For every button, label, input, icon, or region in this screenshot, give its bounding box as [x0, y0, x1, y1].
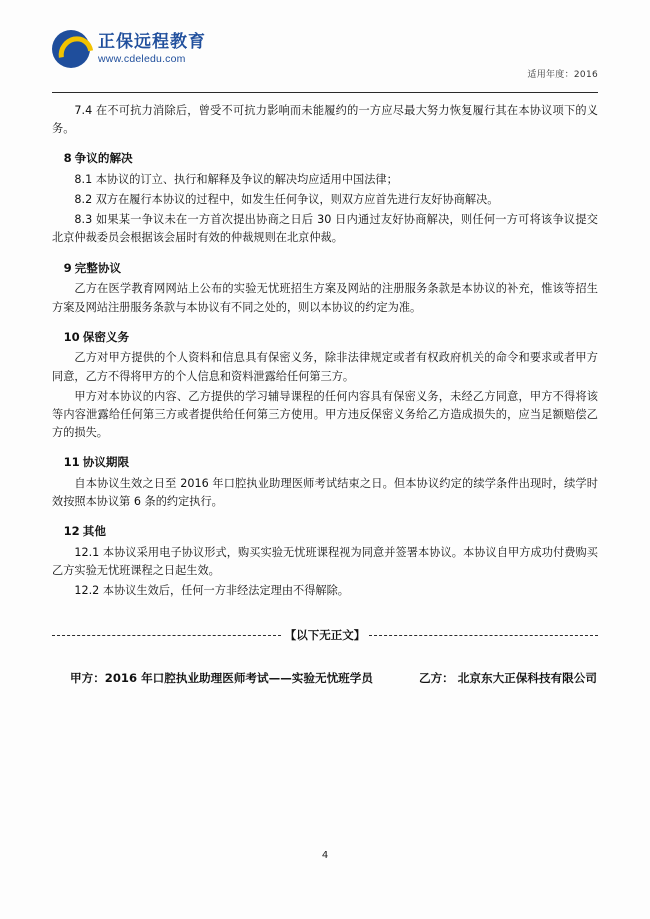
clause-10-body-2: 甲方对本协议的内容、乙方提供的学习辅导课程的任何内容具有保密义务，未经乙方同意，甲方不得将该等内容泄露给任何第三方或者提供给任何第三方使用。甲方违反保密义务给乙方造成损失的，应当足额赔偿乙方的损失。 [52, 389, 598, 440]
page-header [52, 0, 598, 86]
party-a-label: 甲方：2016 年口腔执业助理医师考试——实验无忧班学员 [70, 671, 373, 686]
divider-label: 【以下无正文】 [284, 628, 366, 643]
logo-title: 正保远程教育 [98, 31, 206, 52]
clause-11-body: 自本协议生效之日至 2016 年口腔执业助理医师考试结束之日。但本协议约定的续学条件出现时，续学时效按照本协议第 6 条的约定执行。 [52, 476, 598, 509]
section-number-9: 9 [63, 260, 72, 275]
clause-9-body: 乙方在医学教育网网站上公布的实验无忧班招生方案及网站的注册服务条款是本协议的补充，惟该等招生方案及网站注册服务条款与本协议有不同之处的，则以本协议的约定为准。 [52, 282, 598, 314]
clause-10-body-1: 乙方对甲方提供的个人资料和信息具有保密义务，除非法律规定或者有权政府机关的命令和要求或者甲方同意，乙方不得将甲方的个人信息和资料泄露给任何第三方。 [52, 351, 598, 383]
section-title-11: 协议期限 [82, 455, 130, 470]
divider-line-right [369, 635, 598, 636]
clause-12-2: 12.2 本协议生效后，任何一方非经法定理由不得解除。 [74, 584, 349, 598]
clause-8-3: 8.3 如果某一争议未在一方首次提出协商之日后 30 日内通过友好协商解决，则任何一方可将该争议提交北京仲裁委员会根据该会届时有效的仲裁规则在北京仲裁。 [52, 213, 598, 245]
section-number-11: 11 [63, 455, 80, 470]
brand-logo [52, 30, 598, 68]
clause-12-1: 12.1 本协议采用电子协议形式，购买实验无忧班课程视为同意并签署本协议。本协议自甲方成功付费购买乙方实验无忧班课程之日起生效。 [52, 546, 598, 578]
divider-line-left [52, 635, 281, 636]
section-heading-12 [52, 522, 598, 541]
logo-icon [52, 30, 90, 68]
no-text-below-divider [52, 626, 598, 645]
clause-7-4: 7.4 在不可抗力消除后，曾受不可抗力影响而未能履约的一方应尽最大努力恢复履行其在本协议项下的义务。 [52, 104, 598, 136]
section-number-12: 12 [63, 524, 80, 539]
document-body [52, 93, 598, 688]
section-title-10: 保密义务 [82, 329, 130, 344]
logo-url: www.cdeledu.com [98, 52, 186, 65]
signature-row [52, 669, 598, 688]
clause-8-1: 8.1 本协议的订立、执行和解释及争议的解决均应适用中国法律； [74, 173, 398, 187]
applicable-year: 适用年度：2016 [527, 70, 598, 80]
section-heading-8 [52, 149, 598, 168]
section-heading-9 [52, 259, 598, 278]
party-b-label: 乙方： 北京东大正保科技有限公司 [418, 671, 597, 686]
section-number-10: 10 [63, 329, 80, 344]
section-title-12: 其他 [82, 524, 106, 539]
section-heading-11 [52, 453, 598, 472]
logo-text-block [98, 33, 206, 65]
page-number: 4 [321, 850, 329, 861]
section-title-9: 完整协议 [74, 260, 122, 275]
section-number-8: 8 [63, 151, 72, 166]
clause-8-2: 8.2 双方在履行本协议的过程中，如发生任何争议，则双方应首先进行友好协商解决。 [74, 193, 499, 207]
section-title-8: 争议的解决 [74, 151, 133, 166]
section-heading-10 [52, 328, 598, 347]
